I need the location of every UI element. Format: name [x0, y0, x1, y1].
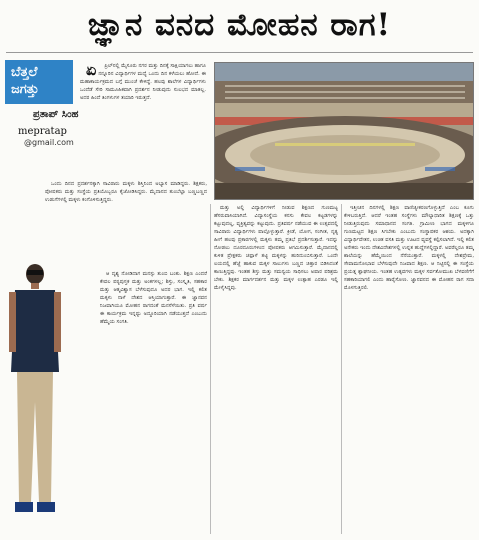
body-column-2	[214, 204, 338, 536]
author-byline: ಪ್ರತಾಪ್ ಸಿಂಹ	[33, 109, 79, 120]
body-column-1-lower	[100, 270, 207, 536]
body-column-1	[80, 62, 206, 177]
drop-cap: ಏ	[86, 62, 97, 79]
column-3-paragraph: ಇತ್ತೀಚಿನ ದಿನಗಳಲ್ಲಿ ಶಿಕ್ಷಣ ವಾಣಿಜ್ಯೀಕರಣಗೊಳ್ಳುತ್ತಿದೆ ಎಂಬ ಕೂಗು ಕೇಳಿಬರುತ್ತಿದೆ. ಆದರೆ ಇಂತಹ ಸಂಸ್ಥೆಗಳು ಮೌಲ್ಯಾಧಾರಿತ ಶಿಕ್ಷಣಕ್ಕೆ ಒತ್ತು ನೀಡುತ್ತಿರುವುದು ಸಮಾಧಾನದ ಸಂಗತಿ. ಗ್ರಾಮೀಣ ಭಾಗದ ಮಕ್ಕಳಿಗೂ ಗುಣಮಟ್ಟದ ಶಿಕ್ಷಣ ಸಿಗಬೇಕು ಎಂಬುದು ಸಂಸ್ಥಾಪಕರ ಆಶಯ. ಅದಕ್ಕಾಗಿ ವಿದ್ಯಾರ್ಥಿವೇತನ, ಉಚಿತ ವಸತಿ ಮತ್ತು ಊಟದ ವ್ಯವಸ್ಥೆ ಕಲ್ಪಿಸಲಾಗಿದೆ. ಇಲ್ಲಿ ಕಲಿತ ಅನೇಕರು ಇಂದು ದೇಶವಿದೇಶಗಳಲ್ಲಿ ಉನ್ನತ ಹುದ್ದೆಗಳಲ್ಲಿದ್ದಾರೆ. ಅವರೆಲ್ಲರೂ ತಮ್ಮ ಶಾಲೆಯನ್ನು ಹೆಮ್ಮೆಯಿಂದ ನೆನೆಯುತ್ತಾರೆ. ಮಕ್ಕಳಲ್ಲಿ ದೇಶಪ್ರೇಮ, ಸೇವಾಮನೋಭಾವ ಬೆಳೆಸುವುದೇ ನಿಜವಾದ ಶಿಕ್ಷಣ. ಆ ನಿಟ್ಟಿನಲ್ಲಿ ಈ ಸಂಸ್ಥೆಯ ಪ್ರಯತ್ನ ಶ್ಲಾಘನೀಯ. ಇಂತಹ ಉತ್ಸವಗಳು ಮಕ್ಕಳ ಸರ್ವತೋಮುಖ ಬೆಳವಣಿಗೆಗೆ ಸಹಕಾರಿಯಾಗಲಿ ಎಂದು ಹಾರೈಸೋಣ. ಜ್ಞಾನವನದ ಈ ಮೋಹನ ರಾಗ ಸದಾ ಮೊಳಗುತ್ತಿರಲಿ.	[344, 205, 474, 292]
intro-paragraph: ಪ್ರಿಲ್‌ನಲ್ಲಿ ಮೈಸೂರು ನಗರ ಮತ್ತು ದಿನಕ್ಕೆ ಸಾಕ್ಷಿಯಾಗಲು ಹಾಗೂ ನನ್ನೂರಿನ ವಿದ್ಯಾರ್ಥಿಗಳ ಮಧ್ಯೆ ಒಂದು ದಿನ ಕಳೆಯಲು ಹೋದೆ. ಈ ಮಹಾಕಾರ್ಯಕ್ರಮದ ಬಗ್ಗೆ ಮುಂಚೆ ಕೇಳಿದ್ದೆ. ಹಲವು ಶಾಲೆಗಳ ವಿದ್ಯಾರ್ಥಿಗಳು ಒಂದೆಡೆ ಸೇರಿ ಸಾಮೂಹಿಕವಾಗಿ ಪ್ರದರ್ಶನ ನೀಡುವುದು ಸುಲಭದ ಮಾತಲ್ಲ. ಅದರ ಹಿಂದೆ ತಿಂಗಳುಗಳ ತಯಾರಿ ಇರುತ್ತದೆ.	[80, 63, 206, 102]
stadium-crowd-photo	[214, 62, 474, 200]
middle-paragraph: ಒಂದು ದಿನದ ಪ್ರದರ್ಶನಕ್ಕಾಗಿ ಸಾವಿರಾರು ಮಕ್ಕಳು ಶಿಸ್ತಿನಿಂದ ಅಭ್ಯಾಸ ಮಾಡಿದ್ದರು. ಶಿಕ್ಷಕರು, ಪೋಷಕರು ಮತ್ತು ಸಂಸ್ಥೆಯ ಪ್ರತಿಯೊಬ್ಬರೂ ಕೈಜೋಡಿಸಿದ್ದರು. ಮೈದಾನದ ತುಂಬೆಲ್ಲಾ ಬಣ್ಣಬಣ್ಣದ ಉಡುಗೆಗಳಲ್ಲಿ ಮಕ್ಕಳು ಕಂಗೊಳಿಸುತ್ತಿದ್ದರು.	[45, 181, 207, 204]
column-divider	[210, 204, 211, 534]
column-divider	[341, 204, 342, 534]
author-handle: mepratap	[18, 126, 67, 137]
column-2-paragraph: ಮತ್ತು ಅಲ್ಲಿ ವಿದ್ಯಾರ್ಥಿಗಳಿಗೆ ನೀಡುವ ಶಿಕ್ಷಣದ ಗುಣಮಟ್ಟ ಹೆಸರುವಾಸಿಯಾಗಿದೆ. ವಿದ್ಯಾಸಂಸ್ಥೆಯ ಕನಸು ಕೇವಲ ಕಟ್ಟಡಗಳನ್ನು ಕಟ್ಟುವುದಲ್ಲ, ವ್ಯಕ್ತಿತ್ವವನ್ನು ಕಟ್ಟುವುದು. ಪ್ರತಿವರ್ಷ ನಡೆಯುವ ಈ ಉತ್ಸವದಲ್ಲಿ ಸಾವಿರಾರು ವಿದ್ಯಾರ್ಥಿಗಳು ಪಾಲ್ಗೊಳ್ಳುತ್ತಾರೆ. ಕ್ರೀಡೆ, ಯೋಗ, ಸಂಗೀತ, ನೃತ್ಯ ಹೀಗೆ ಹಲವು ಪ್ರಕಾರಗಳಲ್ಲಿ ಮಕ್ಕಳು ತಮ್ಮ ಪ್ರತಿಭೆ ಪ್ರದರ್ಶಿಸುತ್ತಾರೆ. ಇದನ್ನು ನೋಡಲು ದೂರದೂರುಗಳಿಂದ ಪೋಷಕರು ಆಗಮಿಸುತ್ತಾರೆ. ಮೈದಾನದಲ್ಲಿ ಕುಳಿತ ಪ್ರೇಕ್ಷಕರು ಚಪ್ಪಾಳೆ ತಟ್ಟಿ ಮಕ್ಕಳನ್ನು ಹುರಿದುಂಬಿಸುತ್ತಾರೆ. ಒಂದೇ ಲಯದಲ್ಲಿ ಹೆಜ್ಜೆ ಹಾಕುವ ಮಕ್ಕಳ ಸಾಲುಗಳು ಬಣ್ಣದ ಚಿತ್ತಾರ ಬಿಡಿಸಿದಂತೆ ಕಾಣುತ್ತಿದ್ದವು. ಇಂತಹ ಶಿಸ್ತು ಮತ್ತು ಸಮನ್ವಯ ಸಾಧಿಸಲು ಅಪಾರ ಪರಿಶ್ರಮ ಬೇಕು. ಶಿಕ್ಷಕರ ಮಾರ್ಗದರ್ಶನ ಮತ್ತು ಮಕ್ಕಳ ಉತ್ಸಾಹ ಎರಡೂ ಇಲ್ಲಿ ಮೇಳೈಸಿದ್ದವು.	[214, 205, 338, 292]
column-tag-line2: ಜಗತ್ತು	[11, 82, 39, 97]
body-column-1-middle	[45, 180, 207, 270]
column-tag	[5, 60, 73, 104]
lower-paragraph: ಆ ದೃಶ್ಯ ನೋಡಿದಾಗ ಮನಸ್ಸು ತುಂಬಿ ಬಂತು. ಶಿಕ್ಷಣ ಎಂದರೆ ಕೇವಲ ಪಠ್ಯಪುಸ್ತಕ ಮತ್ತು ಅಂಕಗಳಲ್ಲ; ಶಿಸ್ತು, ಸಂಸ್ಕೃತಿ, ಸಹಕಾರ ಮತ್ತು ಆತ್ಮವಿಶ್ವಾಸ ಬೆಳೆಸುವುದೂ ಅದರ ಭಾಗ. ಇಲ್ಲಿ ಕಲಿತ ಮಕ್ಕಳು ನಾಳೆ ದೇಶದ ಆಸ್ತಿಯಾಗುತ್ತಾರೆ. ಈ ಜ್ಞಾನವನ ನಿಜವಾಗಿಯೂ ಮೋಹನ ರಾಗದಂತೆ ಮನಸೆಳೆಯಿತು. ಪ್ರತಿ ವರ್ಷ ಈ ಕಾರ್ಯಕ್ರಮ ಇನ್ನಷ್ಟು ಅದ್ದೂರಿಯಾಗಿ ನಡೆಯುತ್ತದೆ ಎಂಬುದು ಹೆಮ್ಮೆಯ ಸಂಗತಿ.	[100, 271, 207, 326]
stadium-crowd-illustration	[215, 63, 474, 200]
body-column-3	[344, 204, 474, 536]
author-photo	[5, 262, 65, 534]
headline-divider	[6, 52, 473, 53]
column-tag-line1: ಬೆತ್ತಲೆ	[11, 65, 38, 80]
article-headline: ಜ್ಞಾನ ವನದ ಮೋಹನ ರಾಗ!	[87, 6, 392, 43]
author-email: @gmail.com	[24, 138, 74, 147]
